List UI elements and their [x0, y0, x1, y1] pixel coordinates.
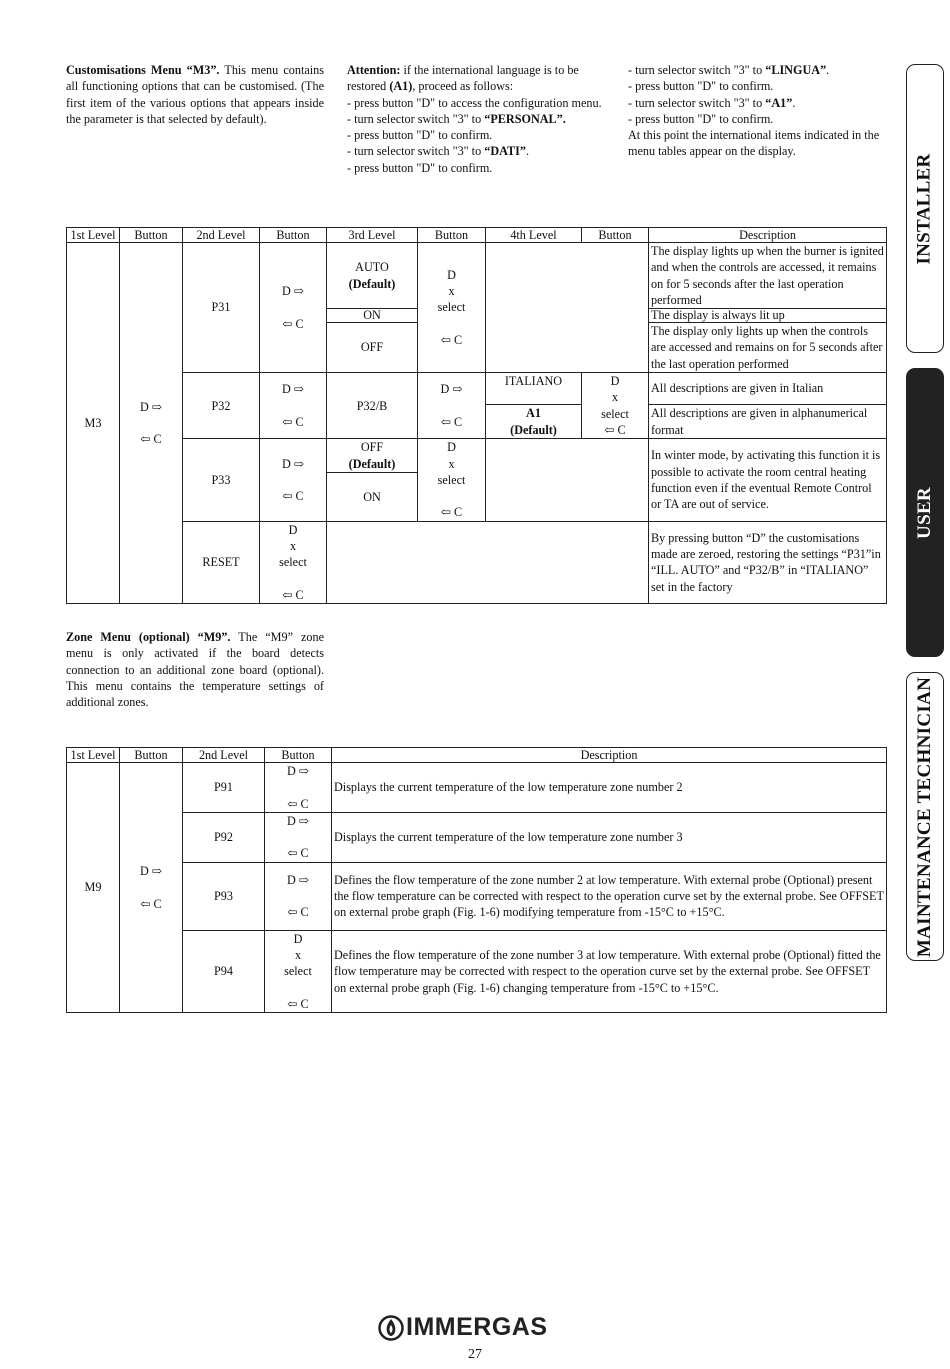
option-label: A1: [526, 406, 541, 421]
p93-cell: P93: [183, 862, 265, 930]
step-item: - press button "D" to access the configuration menu.: [347, 95, 602, 110]
p31-button-cell: [260, 243, 327, 373]
attention-block: [347, 62, 605, 176]
table-row: [67, 243, 887, 309]
attention-text: if the international language is to be restored: [347, 63, 579, 94]
tab-maintenance-label: MAINTENANCE TECHNICIAN: [914, 676, 936, 957]
steps-block-2: [628, 62, 888, 160]
flame-logo-icon: [378, 1315, 404, 1341]
col-header: 1st Level: [67, 228, 120, 243]
attention-label: Attention:: [347, 63, 401, 77]
p31-off-desc: The display only lights up when the controls are accessed and remains on for 5 seconds after the last operation performed: [649, 323, 887, 373]
table-row: [67, 930, 887, 1012]
tab-maintenance-technician[interactable]: [906, 672, 944, 961]
italiano-desc: All descriptions are given in Italian: [649, 373, 887, 405]
button-d-label: D: [610, 374, 620, 389]
steps-tail: At this point the international items indicated in the menu tables appear on the display.: [628, 128, 880, 159]
col-header: Button: [120, 748, 183, 763]
col-header: 2nd Level: [183, 748, 265, 763]
button-d-label: D ⇨: [440, 382, 463, 397]
button-c-label: ⇦ C: [282, 587, 304, 602]
p33-cell: P33: [183, 439, 260, 521]
col-header: Button: [260, 228, 327, 243]
p32b-button-cell: [418, 373, 486, 439]
m9-header-row: [67, 748, 887, 763]
p33-button-cell: [260, 439, 327, 521]
col-header: 2nd Level: [183, 228, 260, 243]
m3-intro-text: This menu contains all functioning options that can be customised. (The first item of the various options that appears inside the parameter is that selected by default).: [66, 63, 324, 126]
p91-button-cell: [265, 763, 332, 813]
p31-cell: P31: [183, 243, 260, 373]
steps-list-2: [628, 62, 888, 127]
empty-cell: [486, 439, 649, 521]
m9-intro: [66, 629, 324, 710]
m3-intro: [66, 62, 324, 127]
button-c-label: ⇦ C: [140, 432, 162, 447]
immergas-logo: [378, 1313, 548, 1342]
button-d-label: D ⇨: [286, 813, 310, 828]
step-item: - press button "D" to confirm.: [347, 128, 493, 143]
m3-header-row: [67, 228, 887, 243]
button-c-label: ⇦ C: [604, 422, 626, 437]
col-header: Description: [332, 748, 887, 763]
p91-desc: Displays the current temperature of the low temperature zone number 2: [332, 763, 887, 813]
p33-on-cell: ON: [327, 473, 418, 522]
col-header: 3rd Level: [327, 228, 418, 243]
select-label: select: [284, 964, 312, 979]
button-c-label: ⇦ C: [282, 414, 304, 429]
table-row: [67, 812, 887, 862]
p32-button-cell: [260, 373, 327, 439]
p92-button-cell: [265, 812, 332, 862]
x-label: x: [289, 539, 297, 554]
default-label: (Default): [348, 456, 396, 471]
table-row: [67, 439, 887, 473]
button-d-label: D ⇨: [281, 456, 305, 471]
p31-off-cell: OFF: [327, 323, 418, 373]
table-row: [67, 763, 887, 813]
button-c-label: ⇦ C: [287, 796, 309, 811]
button-d-label: D: [288, 522, 298, 537]
step-item: - turn selector switch "3" to “A1”.: [628, 95, 796, 110]
p31-select-cell: [418, 243, 486, 373]
tab-user[interactable]: [906, 368, 944, 657]
m3-table: [66, 227, 887, 604]
level1-cell: M3: [67, 243, 120, 604]
button-c-label: ⇦ C: [440, 505, 463, 520]
p31-on-desc: The display is always lit up: [649, 309, 887, 323]
option-label: AUTO: [355, 260, 389, 275]
tab-user-label: USER: [914, 486, 936, 539]
button-d-label: D ⇨: [281, 284, 305, 299]
button-d-label: D ⇨: [139, 864, 163, 879]
select-label: select: [601, 406, 629, 421]
button-d-label: D: [447, 267, 456, 282]
option-label: OFF: [360, 440, 384, 455]
p93-button-cell: [265, 862, 332, 930]
logo-text: IMMERGAS: [406, 1313, 548, 1341]
step-item: - turn selector switch "3" to “DATI”.: [347, 144, 530, 159]
p32b-cell: P32/B: [327, 373, 418, 439]
table-row: [67, 373, 887, 405]
col-header: Button: [418, 228, 486, 243]
button-c-label: ⇦ C: [282, 316, 304, 331]
col-header: Button: [265, 748, 332, 763]
step-item: - turn selector switch "3" to “PERSONAL”.: [347, 111, 566, 126]
m9-table: [66, 747, 887, 1013]
col-header: Description: [649, 228, 887, 243]
level1-button-cell: [120, 243, 183, 604]
x-label: x: [294, 948, 302, 963]
p32-select-cell: [582, 373, 649, 439]
button-d-label: D ⇨: [139, 399, 163, 414]
p92-cell: P92: [183, 812, 265, 862]
a1-cell: [486, 405, 582, 439]
level1-button-cell: [120, 763, 183, 1013]
p33-select-cell: [418, 439, 486, 521]
m3-intro-title: Customisations Menu “M3”.: [66, 63, 220, 77]
table-row: [67, 862, 887, 930]
tab-installer[interactable]: [906, 64, 944, 353]
p91-cell: P91: [183, 763, 265, 813]
p31-on-cell: ON: [327, 309, 418, 323]
level1-cell: M9: [67, 763, 120, 1013]
select-label: select: [437, 472, 466, 487]
p33-desc: In winter mode, by activating this function it is possible to activate the room central heating function even if the eventual Remote Control or TA are out of service.: [649, 439, 887, 521]
default-label: (Default): [510, 422, 557, 437]
button-d-label: D ⇨: [281, 382, 305, 397]
select-label: select: [437, 300, 466, 315]
button-d-label: D: [447, 440, 456, 455]
button-c-label: ⇦ C: [440, 332, 463, 347]
step-item: - press button "D" to confirm.: [628, 111, 774, 126]
p31-auto-cell: [327, 243, 418, 309]
default-label: (Default): [348, 276, 396, 291]
p32-cell: P32: [183, 373, 260, 439]
reset-button-cell: [260, 521, 327, 603]
steps-list-1: [347, 95, 605, 176]
x-label: x: [611, 390, 619, 405]
p92-desc: Displays the current temperature of the low temperature zone number 3: [332, 812, 887, 862]
button-c-label: ⇦ C: [282, 489, 304, 504]
table-row: [67, 521, 887, 603]
button-c-label: ⇦ C: [287, 846, 309, 861]
step-item: - press button "D" to confirm.: [347, 160, 493, 175]
col-header: Button: [120, 228, 183, 243]
attention-a1: (A1): [389, 79, 413, 94]
x-label: x: [448, 456, 455, 471]
a1-desc: All descriptions are given in alphanumerical format: [649, 405, 887, 439]
select-label: select: [279, 555, 307, 570]
tab-installer-label: INSTALLER: [914, 152, 936, 265]
reset-desc: By pressing button “D” the customisations made are zeroed, restoring the settings “P31”in “ILL. AUTO” and “P32/B” in “ITALIANO” set in the factory: [649, 521, 887, 603]
button-c-label: ⇦ C: [140, 896, 162, 911]
button-d-label: D ⇨: [286, 872, 310, 887]
button-c-label: ⇦ C: [287, 996, 309, 1011]
col-header: 1st Level: [67, 748, 120, 763]
button-c-label: ⇦ C: [440, 414, 463, 429]
x-label: x: [448, 284, 455, 299]
empty-cell: [327, 521, 649, 603]
page-number: 27: [468, 1347, 482, 1362]
reset-cell: RESET: [183, 521, 260, 603]
p94-desc: Defines the flow temperature of the zone number 3 at low temperature. With external probe (Optional) fitted the flow temperature may be corrected with respect to the operation curve set by the external probe. See OFFSET on external probe graph (Fig. 1-6) changing temperature from -15°C to +15°C.: [332, 930, 887, 1012]
attention-paragraph: [347, 62, 605, 95]
p33-off-cell: [327, 439, 418, 473]
button-d-label: D ⇨: [286, 764, 310, 778]
p31-auto-desc: The display lights up when the burner is ignited and when the controls are accessed, it remains on for 5 seconds after the last operation performed: [649, 243, 887, 309]
p94-button-cell: [265, 930, 332, 1012]
empty-cell: [486, 243, 649, 373]
step-item: - press button "D" to confirm.: [628, 79, 774, 94]
button-d-label: D: [293, 931, 303, 946]
col-header: 4th Level: [486, 228, 582, 243]
p94-cell: P94: [183, 930, 265, 1012]
p93-desc: Defines the flow temperature of the zone number 2 at low temperature. With external probe (Optional) present the flow temperature can be corrected with respect to the operation curve set by the external probe. See OFFSET on external probe graph (Fig. 1-6) modifying temperature from -15°C to +15°C.: [332, 862, 887, 930]
italiano-cell: ITALIANO: [486, 373, 582, 405]
attention-text-end: , proceed as follows:: [412, 79, 514, 94]
col-header: Button: [582, 228, 649, 243]
button-c-label: ⇦ C: [287, 905, 309, 920]
m9-intro-text: The “M9” zone menu is only activated if the board detects connection to an additional zone board (optional). This menu contains the temperature settings of additional zones.: [66, 630, 325, 710]
m9-intro-title: Zone Menu (optional) “M9”.: [66, 630, 231, 644]
step-item: - turn selector switch "3" to “LINGUA”.: [628, 63, 830, 77]
